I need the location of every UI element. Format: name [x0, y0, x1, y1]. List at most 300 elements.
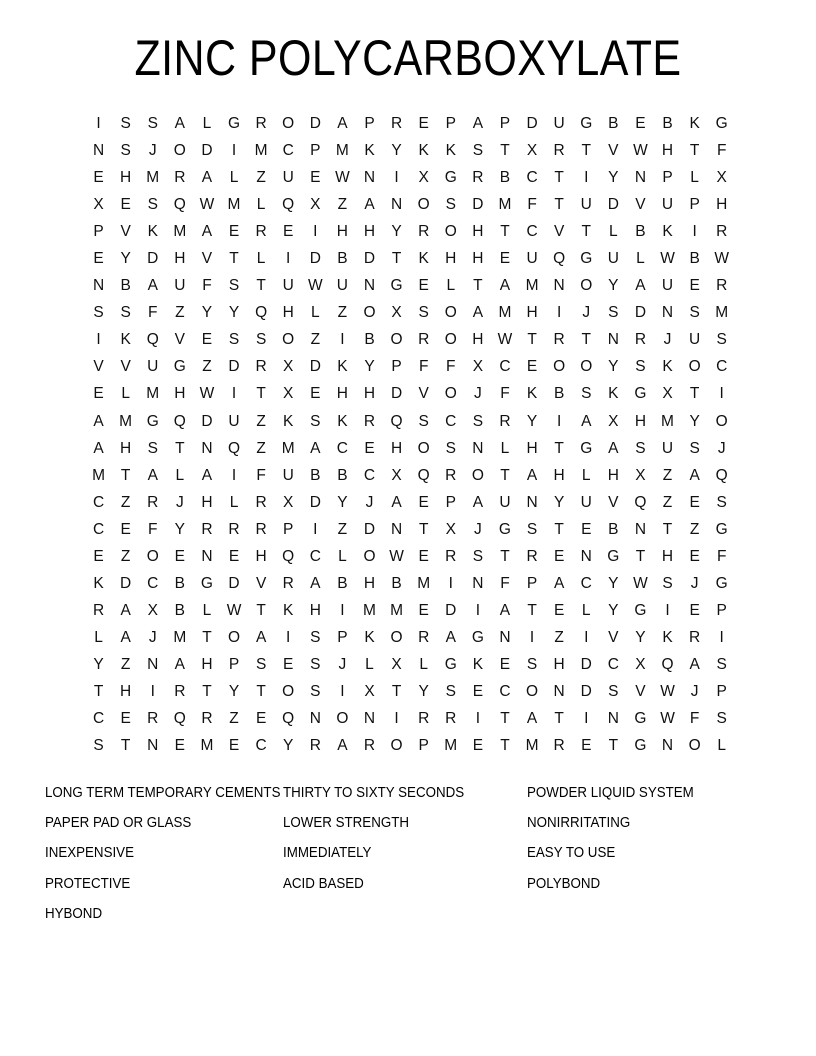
grid-cell[interactable]: V — [608, 628, 619, 646]
grid-cell[interactable]: S — [526, 655, 538, 673]
grid-cell[interactable]: A — [120, 601, 131, 619]
grid-cell[interactable]: K — [93, 574, 104, 592]
grid-cell[interactable]: A — [364, 196, 375, 214]
grid-cell[interactable]: S — [310, 412, 321, 430]
grid-cell[interactable]: H — [661, 142, 674, 160]
grid-cell[interactable]: B — [689, 250, 700, 268]
word-list-item[interactable]: LONG TERM TEMPORARY CEMENTS — [45, 785, 281, 801]
grid-cell[interactable]: N — [472, 574, 484, 592]
grid-cell[interactable]: M — [335, 142, 349, 160]
grid-cell[interactable]: T — [554, 169, 564, 187]
grid-cell[interactable]: S — [716, 710, 727, 728]
grid-cell[interactable]: W — [633, 574, 648, 592]
grid-cell[interactable]: I — [475, 601, 481, 619]
grid-cell[interactable]: N — [634, 520, 647, 538]
grid-cell[interactable]: K — [662, 358, 673, 376]
grid-cell[interactable]: B — [608, 115, 619, 132]
grid-cell[interactable]: S — [526, 520, 538, 538]
grid-cell[interactable]: T — [554, 520, 564, 538]
grid-cell[interactable]: O — [282, 682, 295, 700]
grid-cell[interactable]: G — [607, 547, 620, 565]
grid-cell[interactable]: E — [174, 737, 185, 755]
grid-cell[interactable]: T — [500, 737, 510, 755]
grid-cell[interactable]: I — [692, 223, 697, 241]
grid-cell[interactable]: T — [391, 682, 402, 700]
word-list-item[interactable]: LOWER STRENGTH — [283, 815, 409, 832]
grid-cell[interactable]: E — [310, 385, 321, 403]
grid-cell[interactable]: X — [310, 196, 321, 214]
grid-cell[interactable]: D — [607, 196, 619, 214]
grid-cell[interactable]: X — [608, 412, 619, 430]
grid-cell[interactable]: R — [689, 628, 701, 646]
grid-cell[interactable]: M — [363, 601, 376, 619]
grid-cell[interactable]: H — [716, 196, 728, 214]
grid-cell[interactable]: T — [256, 277, 266, 295]
grid-cell[interactable]: I — [719, 628, 724, 646]
grid-cell[interactable]: Z — [310, 331, 321, 349]
grid-cell[interactable]: O — [390, 331, 403, 349]
grid-cell[interactable]: L — [202, 115, 212, 132]
grid-cell[interactable]: E — [364, 439, 375, 457]
word-list-item[interactable]: PAPER PAD OR GLASS — [45, 815, 192, 832]
grid-cell[interactable]: H — [661, 547, 674, 565]
grid-cell[interactable]: T — [500, 710, 510, 728]
grid-cell[interactable]: V — [635, 196, 646, 214]
grid-cell[interactable]: Q — [282, 710, 295, 728]
grid-cell[interactable]: H — [174, 385, 186, 403]
grid-cell[interactable]: O — [363, 547, 376, 565]
grid-cell[interactable]: H — [120, 439, 132, 457]
grid-cell[interactable]: P — [310, 142, 321, 160]
grid-cell[interactable]: D — [390, 385, 403, 403]
grid-cell[interactable]: Q — [282, 196, 295, 214]
grid-cell[interactable]: M — [281, 439, 295, 457]
grid-cell[interactable]: S — [662, 574, 673, 592]
grid-cell[interactable]: Z — [337, 196, 348, 214]
grid-cell[interactable]: W — [307, 277, 323, 295]
grid-cell[interactable]: V — [93, 358, 104, 376]
grid-cell[interactable]: D — [228, 574, 240, 592]
grid-cell[interactable]: M — [254, 142, 268, 160]
grid-cell[interactable]: U — [553, 115, 565, 132]
grid-cell[interactable]: I — [529, 628, 535, 646]
grid-cell[interactable]: O — [444, 223, 457, 241]
grid-cell[interactable]: L — [500, 439, 510, 457]
grid-cell[interactable]: L — [256, 250, 266, 268]
grid-cell[interactable]: H — [390, 439, 403, 457]
grid-cell[interactable]: P — [689, 196, 700, 214]
grid-cell[interactable]: K — [472, 655, 484, 673]
grid-cell[interactable]: S — [608, 682, 619, 700]
grid-cell[interactable]: P — [716, 601, 727, 619]
grid-cell[interactable]: N — [147, 737, 159, 755]
grid-cell[interactable]: E — [93, 547, 104, 565]
grid-cell[interactable]: A — [689, 466, 700, 484]
grid-cell[interactable]: G — [498, 520, 511, 538]
grid-cell[interactable]: T — [229, 250, 239, 268]
grid-cell[interactable]: R — [418, 331, 430, 349]
grid-cell[interactable]: W — [633, 142, 648, 160]
grid-cell[interactable]: E — [418, 115, 429, 132]
grid-cell[interactable]: I — [556, 304, 562, 322]
grid-cell[interactable]: J — [582, 304, 591, 322]
grid-cell[interactable]: H — [472, 250, 484, 268]
grid-cell[interactable]: R — [147, 710, 159, 728]
grid-cell[interactable]: Y — [228, 304, 240, 322]
grid-cell[interactable]: T — [256, 682, 266, 700]
grid-cell[interactable]: F — [500, 385, 510, 403]
grid-cell[interactable]: S — [310, 628, 321, 646]
grid-cell[interactable]: G — [580, 439, 593, 457]
grid-cell[interactable]: L — [229, 169, 239, 187]
grid-cell[interactable]: O — [417, 439, 430, 457]
grid-cell[interactable]: A — [337, 115, 348, 132]
grid-cell[interactable]: N — [607, 331, 619, 349]
grid-cell[interactable]: R — [255, 115, 267, 132]
grid-cell[interactable]: S — [310, 655, 321, 673]
grid-cell[interactable]: R — [174, 169, 186, 187]
grid-cell[interactable]: E — [499, 655, 511, 673]
grid-cell[interactable]: K — [689, 115, 700, 132]
grid-cell[interactable]: S — [93, 737, 104, 755]
grid-cell[interactable]: X — [635, 655, 646, 673]
grid-cell[interactable]: F — [418, 358, 429, 376]
grid-cell[interactable]: I — [665, 601, 670, 619]
grid-cell[interactable]: G — [471, 628, 484, 646]
grid-cell[interactable]: Y — [337, 493, 348, 511]
grid-cell[interactable]: O — [553, 358, 566, 376]
grid-cell[interactable]: M — [661, 412, 674, 430]
grid-cell[interactable]: J — [473, 520, 482, 538]
grid-cell[interactable]: Y — [608, 358, 619, 376]
grid-cell[interactable]: D — [309, 358, 321, 376]
grid-cell[interactable]: J — [473, 385, 482, 403]
grid-cell[interactable]: Y — [283, 737, 294, 755]
grid-cell[interactable]: R — [255, 520, 267, 538]
grid-cell[interactable]: P — [662, 169, 673, 187]
grid-cell[interactable]: U — [661, 196, 674, 214]
grid-cell[interactable]: B — [662, 115, 673, 132]
grid-cell[interactable]: N — [92, 277, 105, 295]
grid-cell[interactable]: R — [255, 223, 267, 241]
grid-cell[interactable]: A — [120, 628, 131, 646]
grid-cell[interactable]: A — [526, 710, 538, 728]
grid-cell[interactable]: E — [689, 277, 700, 295]
grid-cell[interactable]: I — [96, 331, 101, 349]
grid-cell[interactable]: A — [445, 628, 456, 646]
grid-cell[interactable]: L — [717, 737, 727, 755]
grid-cell[interactable]: E — [283, 655, 294, 673]
grid-cell[interactable]: A — [310, 439, 321, 457]
grid-cell[interactable]: H — [526, 304, 538, 322]
grid-cell[interactable]: S — [147, 115, 158, 132]
grid-cell[interactable]: Z — [256, 412, 266, 430]
grid-cell[interactable]: I — [584, 169, 589, 187]
grid-cell[interactable]: O — [282, 331, 295, 349]
grid-cell[interactable]: A — [689, 655, 700, 673]
grid-cell[interactable]: C — [526, 169, 538, 187]
grid-cell[interactable]: P — [716, 682, 727, 700]
grid-cell[interactable]: R — [147, 493, 159, 511]
grid-cell[interactable]: K — [283, 601, 294, 619]
grid-cell[interactable]: C — [607, 655, 619, 673]
grid-cell[interactable]: P — [391, 358, 402, 376]
grid-cell[interactable]: D — [309, 115, 321, 132]
grid-cell[interactable]: C — [580, 574, 592, 592]
grid-cell[interactable]: N — [499, 628, 511, 646]
grid-cell[interactable]: N — [634, 169, 647, 187]
word-list-item[interactable]: POLYBOND — [527, 875, 601, 892]
grid-cell[interactable]: B — [310, 466, 321, 484]
grid-cell[interactable]: T — [391, 250, 402, 268]
grid-cell[interactable]: R — [363, 412, 376, 430]
grid-cell[interactable]: T — [120, 737, 131, 755]
grid-cell[interactable]: J — [148, 142, 157, 160]
grid-cell[interactable]: X — [391, 655, 402, 673]
grid-cell[interactable]: E — [120, 520, 131, 538]
grid-cell[interactable]: B — [174, 601, 185, 619]
grid-cell[interactable]: W — [389, 547, 404, 565]
grid-cell[interactable]: G — [634, 710, 647, 728]
grid-cell[interactable]: Y — [689, 412, 700, 430]
grid-cell[interactable]: M — [498, 304, 512, 322]
grid-cell[interactable]: G — [580, 115, 593, 132]
grid-cell[interactable]: G — [634, 737, 647, 755]
grid-cell[interactable]: V — [201, 250, 213, 268]
grid-cell[interactable]: G — [444, 655, 457, 673]
grid-cell[interactable]: T — [554, 710, 564, 728]
grid-cell[interactable]: C — [716, 358, 728, 376]
grid-cell[interactable]: A — [255, 628, 267, 646]
grid-cell[interactable]: G — [390, 277, 403, 295]
grid-cell[interactable]: L — [690, 169, 699, 187]
grid-cell[interactable]: Y — [608, 574, 619, 592]
grid-cell[interactable]: C — [309, 547, 321, 565]
grid-cell[interactable]: V — [553, 223, 565, 241]
grid-cell[interactable]: Q — [173, 196, 186, 214]
grid-cell[interactable]: X — [147, 601, 158, 619]
grid-cell[interactable]: P — [228, 655, 240, 673]
grid-cell[interactable]: M — [92, 466, 105, 484]
grid-cell[interactable]: Y — [608, 169, 619, 187]
grid-cell[interactable]: X — [391, 304, 402, 322]
grid-cell[interactable]: X — [283, 493, 294, 511]
grid-cell[interactable]: L — [636, 250, 645, 268]
grid-cell[interactable]: O — [471, 466, 484, 484]
grid-cell[interactable]: I — [286, 250, 291, 268]
word-list-item[interactable]: HYBOND — [45, 905, 103, 922]
grid-cell[interactable]: R — [716, 223, 728, 241]
grid-cell[interactable]: H — [445, 250, 457, 268]
grid-cell[interactable]: M — [444, 737, 458, 755]
grid-cell[interactable]: S — [716, 331, 727, 349]
grid-cell[interactable]: R — [363, 737, 376, 755]
grid-cell[interactable]: S — [310, 682, 321, 700]
grid-cell[interactable]: T — [500, 466, 510, 484]
word-list-item[interactable]: ACID BASED — [283, 875, 364, 892]
grid-cell[interactable]: K — [120, 331, 131, 349]
grid-cell[interactable]: S — [608, 304, 619, 322]
grid-cell[interactable]: S — [472, 412, 484, 430]
grid-cell[interactable]: Z — [337, 520, 348, 538]
grid-cell[interactable]: Q — [146, 331, 159, 349]
grid-cell[interactable]: U — [526, 250, 538, 268]
grid-cell[interactable]: Y — [364, 358, 375, 376]
grid-cell[interactable]: B — [608, 520, 619, 538]
grid-cell[interactable]: N — [309, 710, 321, 728]
grid-cell[interactable]: B — [553, 385, 565, 403]
grid-cell[interactable]: P — [283, 520, 294, 538]
grid-cell[interactable]: N — [92, 142, 105, 160]
grid-cell[interactable]: L — [338, 547, 347, 565]
grid-cell[interactable]: Q — [173, 412, 186, 430]
grid-cell[interactable]: D — [445, 601, 457, 619]
grid-cell[interactable]: S — [120, 115, 131, 132]
grid-cell[interactable]: C — [363, 466, 376, 484]
grid-cell[interactable]: E — [283, 223, 294, 241]
grid-cell[interactable]: Z — [120, 655, 131, 673]
grid-cell[interactable]: Y — [635, 628, 646, 646]
grid-cell[interactable]: A — [201, 466, 213, 484]
grid-cell[interactable]: G — [444, 169, 457, 187]
grid-cell[interactable]: A — [147, 466, 158, 484]
grid-cell[interactable]: V — [120, 358, 131, 376]
grid-cell[interactable]: I — [231, 142, 237, 160]
grid-cell[interactable]: L — [609, 223, 618, 241]
grid-cell[interactable]: I — [719, 385, 724, 403]
grid-cell[interactable]: T — [473, 277, 483, 295]
grid-cell[interactable]: Z — [202, 358, 212, 376]
grid-cell[interactable]: A — [337, 737, 348, 755]
grid-cell[interactable]: H — [634, 412, 647, 430]
grid-cell[interactable]: G — [715, 574, 728, 592]
grid-cell[interactable]: V — [608, 142, 619, 160]
grid-cell[interactable]: X — [93, 196, 104, 214]
grid-cell[interactable]: Z — [662, 493, 673, 511]
grid-cell[interactable]: F — [716, 547, 727, 565]
grid-cell[interactable]: R — [255, 358, 267, 376]
grid-cell[interactable]: O — [688, 737, 701, 755]
grid-cell[interactable]: W — [660, 250, 675, 268]
grid-cell[interactable]: E — [581, 520, 592, 538]
grid-cell[interactable]: A — [310, 574, 321, 592]
grid-cell[interactable]: M — [227, 196, 241, 214]
grid-cell[interactable]: J — [365, 493, 374, 511]
grid-cell[interactable]: H — [363, 385, 376, 403]
grid-cell[interactable]: W — [226, 601, 242, 619]
grid-cell[interactable]: T — [608, 737, 619, 755]
grid-cell[interactable]: U — [607, 250, 619, 268]
grid-cell[interactable]: E — [93, 169, 104, 187]
grid-cell[interactable]: Y — [608, 601, 619, 619]
grid-cell[interactable]: R — [201, 520, 213, 538]
grid-cell[interactable]: I — [313, 223, 318, 241]
grid-cell[interactable]: V — [418, 385, 429, 403]
grid-cell[interactable]: I — [584, 710, 589, 728]
grid-cell[interactable]: D — [309, 250, 321, 268]
grid-cell[interactable]: K — [364, 628, 375, 646]
grid-cell[interactable]: R — [634, 331, 647, 349]
grid-cell[interactable]: Q — [255, 304, 268, 322]
grid-cell[interactable]: K — [147, 223, 158, 241]
grid-cell[interactable]: Y — [228, 682, 240, 700]
grid-cell[interactable]: R — [228, 520, 240, 538]
grid-cell[interactable]: M — [417, 574, 431, 592]
grid-cell[interactable]: V — [608, 493, 619, 511]
grid-cell[interactable]: O — [390, 737, 403, 755]
grid-cell[interactable]: E — [174, 547, 185, 565]
grid-cell[interactable]: R — [418, 710, 430, 728]
grid-cell[interactable]: R — [309, 737, 321, 755]
grid-cell[interactable]: O — [444, 331, 457, 349]
grid-cell[interactable]: D — [147, 250, 159, 268]
grid-cell[interactable]: C — [445, 412, 457, 430]
grid-cell[interactable]: S — [472, 547, 484, 565]
grid-cell[interactable]: L — [94, 628, 103, 646]
grid-cell[interactable]: B — [337, 574, 348, 592]
grid-cell[interactable]: A — [499, 601, 511, 619]
grid-cell[interactable]: I — [313, 520, 318, 538]
grid-cell[interactable]: T — [554, 196, 564, 214]
grid-cell[interactable]: E — [689, 601, 700, 619]
grid-cell[interactable]: F — [202, 277, 212, 295]
grid-cell[interactable]: V — [255, 574, 267, 592]
grid-cell[interactable]: N — [363, 169, 376, 187]
grid-cell[interactable]: P — [364, 115, 375, 132]
grid-cell[interactable]: M — [173, 223, 187, 241]
word-list-item[interactable]: EASY TO USE — [527, 845, 616, 862]
word-list-item[interactable]: THIRTY TO SIXTY SECONDS — [283, 785, 465, 801]
grid-cell[interactable]: I — [475, 710, 481, 728]
grid-cell[interactable]: R — [526, 547, 538, 565]
grid-cell[interactable]: X — [283, 385, 294, 403]
grid-cell[interactable]: X — [716, 169, 727, 187]
grid-cell[interactable]: E — [499, 250, 511, 268]
grid-cell[interactable]: Q — [227, 439, 241, 457]
grid-cell[interactable]: R — [390, 115, 403, 132]
grid-cell[interactable]: M — [498, 196, 512, 214]
grid-cell[interactable]: C — [282, 142, 294, 160]
grid-cell[interactable]: O — [282, 115, 295, 132]
grid-cell[interactable]: U — [228, 412, 240, 430]
grid-cell[interactable]: B — [499, 169, 511, 187]
grid-cell[interactable]: Q — [553, 250, 566, 268]
grid-cell[interactable]: K — [337, 412, 348, 430]
grid-cell[interactable]: H — [309, 601, 321, 619]
grid-cell[interactable]: A — [391, 493, 402, 511]
grid-cell[interactable]: Z — [120, 493, 131, 511]
grid-cell[interactable]: R — [445, 466, 457, 484]
grid-cell[interactable]: E — [418, 601, 429, 619]
grid-cell[interactable]: N — [661, 737, 674, 755]
grid-cell[interactable]: G — [580, 250, 593, 268]
grid-cell[interactable]: A — [472, 493, 484, 511]
grid-cell[interactable]: A — [635, 277, 646, 295]
grid-cell[interactable]: Q — [417, 466, 430, 484]
grid-cell[interactable]: N — [390, 520, 403, 538]
grid-cell[interactable]: R — [553, 737, 565, 755]
grid-cell[interactable]: Z — [689, 520, 700, 538]
grid-cell[interactable]: Y — [608, 277, 619, 295]
grid-cell[interactable]: F — [500, 574, 510, 592]
grid-cell[interactable]: E — [228, 547, 240, 565]
grid-cell[interactable]: I — [394, 710, 399, 728]
grid-cell[interactable]: H — [607, 466, 619, 484]
grid-cell[interactable]: Z — [337, 304, 348, 322]
grid-cell[interactable]: T — [662, 520, 673, 538]
grid-cell[interactable]: S — [445, 682, 456, 700]
grid-cell[interactable]: L — [229, 493, 239, 511]
